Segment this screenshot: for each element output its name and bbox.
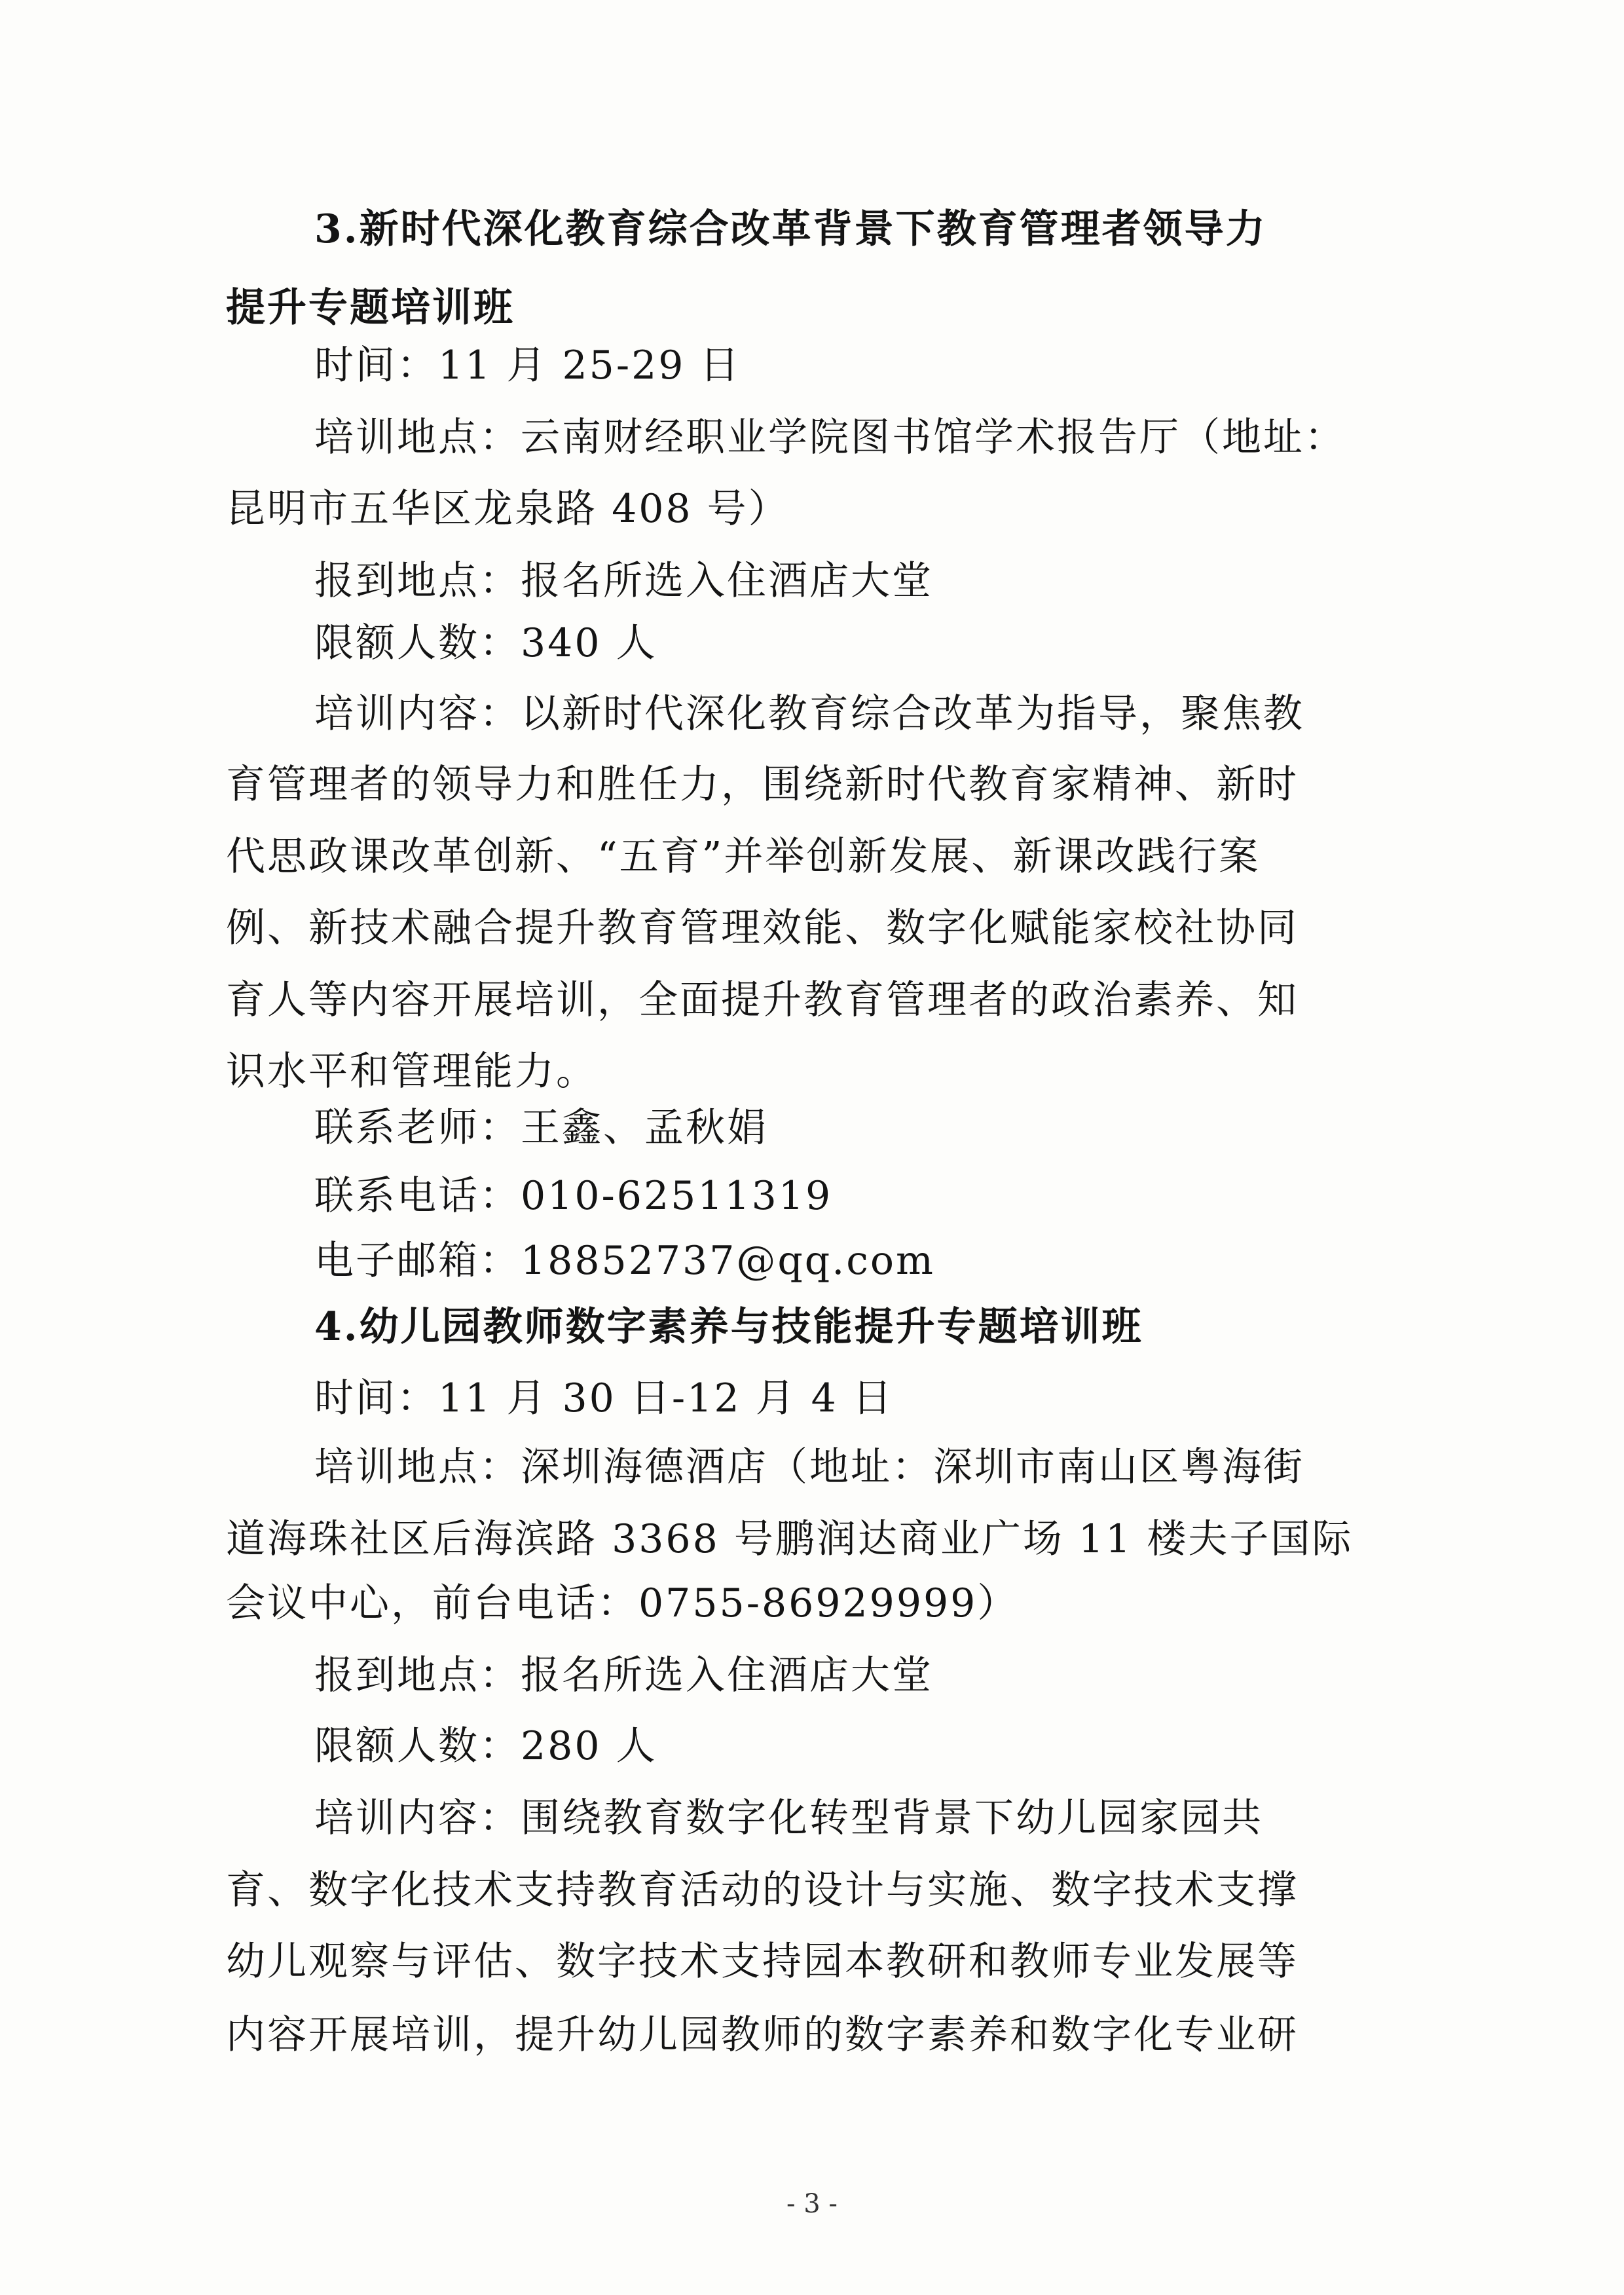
section3-content-line3: 代思政课改革创新、“五育”并举创新发展、新课改践行案 xyxy=(226,834,1261,880)
section4-venue-line1: 培训地点：深圳海德酒店（地址：深圳市南山区粤海街 xyxy=(314,1444,1304,1490)
section4-title: 4.幼儿园教师数字素养与技能提升专题培训班 xyxy=(314,1304,1143,1350)
section4-quota: 限额人数：280 人 xyxy=(314,1723,657,1769)
section3-checkin: 报到地点：报名所选入住酒店大堂 xyxy=(314,558,933,604)
section3-venue-line2: 昆明市五华区龙泉路 408 号） xyxy=(226,486,790,532)
section3-content-line2: 育管理者的领导力和胜任力，围绕新时代教育家精神、新时 xyxy=(226,762,1299,808)
section4-content-line2: 育、数字化技术支持教育活动的设计与实施、数字技术支撑 xyxy=(226,1867,1299,1913)
section4-content-line4: 内容开展培训，提升幼儿园教师的数字素养和数字化专业研 xyxy=(226,2012,1299,2058)
section3-time: 时间：11 月 25-29 日 xyxy=(314,343,741,388)
section3-contact-teacher: 联系老师：王鑫、孟秋娟 xyxy=(314,1105,768,1151)
section3-content-line1: 培训内容：以新时代深化教育综合改革为指导，聚焦教 xyxy=(314,691,1304,737)
section3-content-line5: 育人等内容开展培训，全面提升教育管理者的政治素养、知 xyxy=(226,977,1299,1023)
section3-content-line6: 识水平和管理能力。 xyxy=(226,1049,597,1094)
section3-quota: 限额人数：340 人 xyxy=(314,620,657,666)
section4-time: 时间：11 月 30 日-12 月 4 日 xyxy=(314,1375,894,1421)
page-number: - 3 - xyxy=(786,2189,838,2219)
section3-title-line2: 提升专题培训班 xyxy=(226,285,515,331)
section3-venue-line1: 培训地点：云南财经职业学院图书馆学术报告厅（地址： xyxy=(314,415,1346,460)
section4-checkin: 报到地点：报名所选入住酒店大堂 xyxy=(314,1652,933,1698)
section3-email: 电子邮箱：18852737@qq.com xyxy=(314,1238,935,1284)
section4-content-line3: 幼儿观察与评估、数字技术支持园本教研和教师专业发展等 xyxy=(226,1939,1299,1985)
section3-contact-phone: 联系电话：010-62511319 xyxy=(314,1173,833,1219)
section4-venue-line3: 会议中心，前台电话：0755-86929999） xyxy=(226,1580,1019,1626)
section3-title-line1: 3.新时代深化教育综合改革背景下教育管理者领导力 xyxy=(314,206,1267,252)
section3-content-line4: 例、新技术融合提升教育管理效能、数字化赋能家校社协同 xyxy=(226,905,1299,951)
section4-venue-line2: 道海珠社区后海滨路 3368 号鹏润达商业广场 11 楼夫子国际 xyxy=(226,1516,1354,1562)
section4-content-line1: 培训内容：围绕教育数字化转型背景下幼儿园家园共 xyxy=(314,1795,1263,1841)
